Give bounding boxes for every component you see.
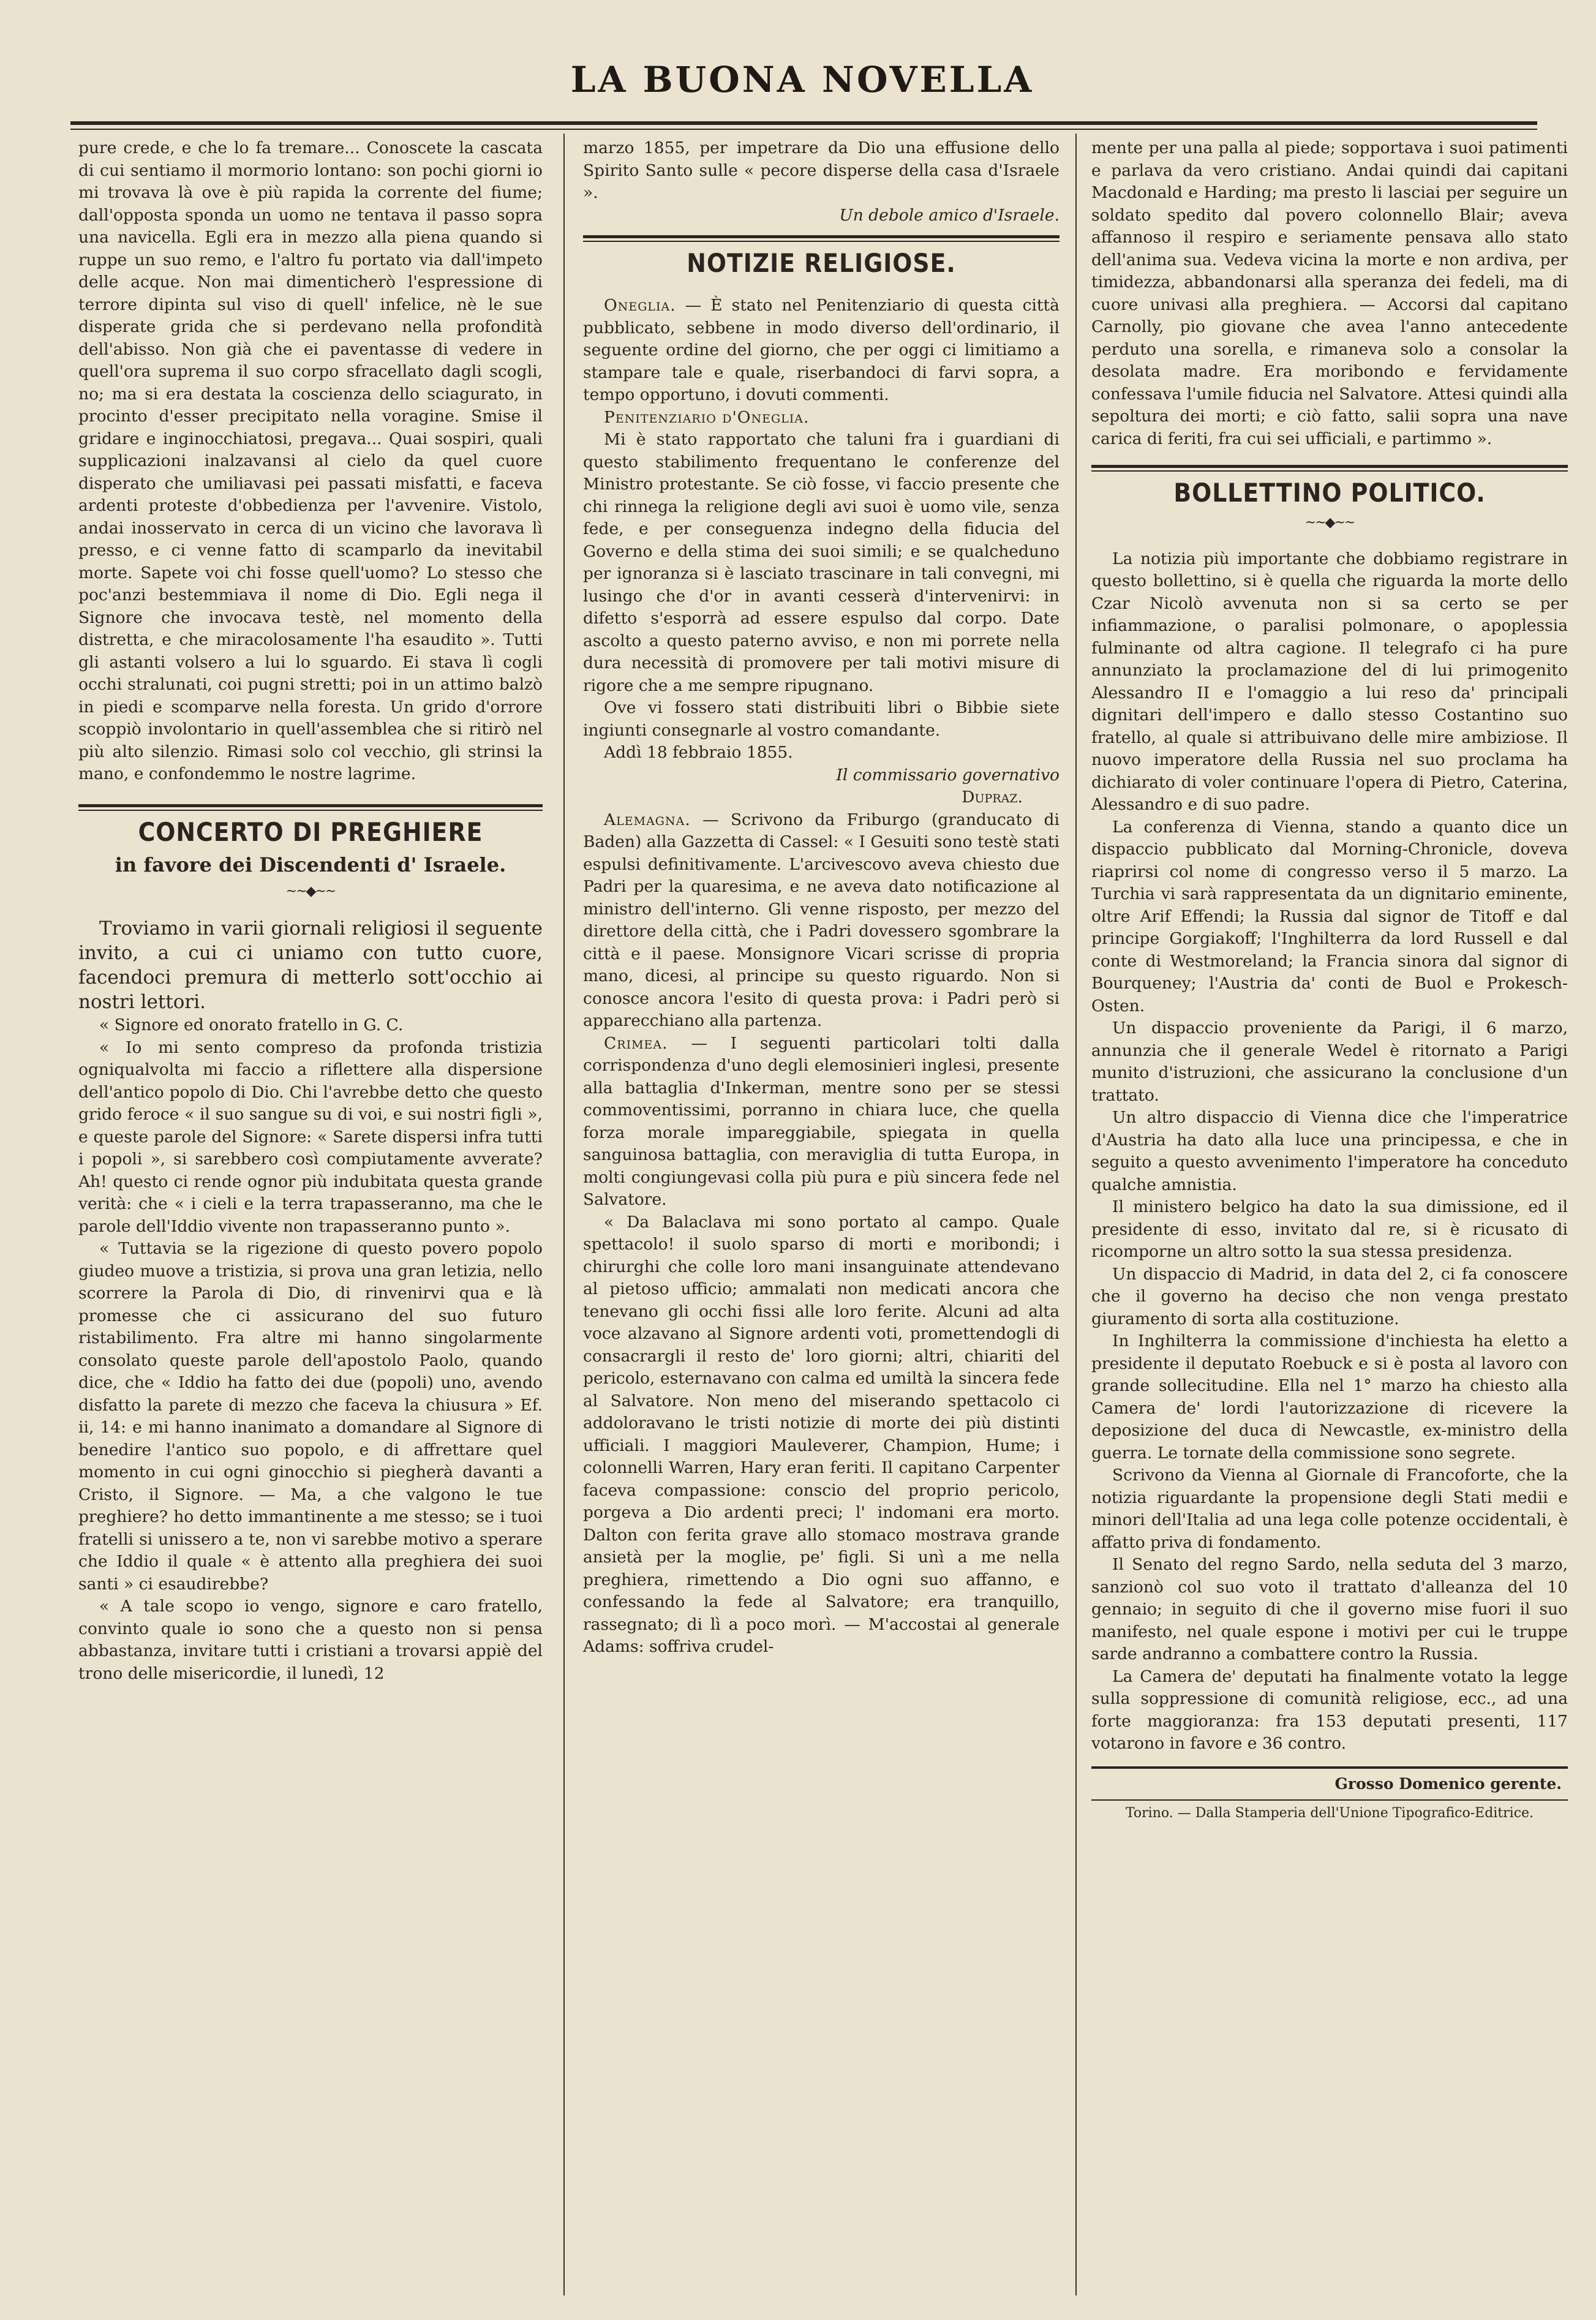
paragraph: La conferenza di Vienna, stando a quanto dice un dispaccio pubblicato dal Morning-Chronicle, doveva riaprirsi col nome di congresso verso il 5 marzo. La Turchia vi sarà rappresentata da un dignitario eminente, oltre Arif Effendi; la Russia dal signor de Titoff e dal principe Gorgiakoff; l'Inghilterra da lord Russell e dal conte di Westmoreland; la Francia sinora dal signor di Bourqueney; l'Austria da' conti de Buol e Prokesch-Osten. [1091, 817, 1568, 1015]
paragraph: « Tuttavia se la rigezione di questo povero popolo giudeo muove a tristizia, si prova una gran letizia, nello scorrere la Parola di Dio, di rinvenirvi qua e là promesse che ci assicurano del suo futuro ristabilimento. Fra altre mi hanno singolarmente consolato queste parole dell'apostolo Paolo, quando dice, che « Iddio ha fatto dei due (popoli) uno, avendo disfatto la parete di mezzo che faceva la chiusura » Ef. ii, 14: e mi hanno inanimato a domandare al Signore di benedire l'antico suo popolo, e di affrettare quel momento in cui ogni ginocchio si piegherà davanti a Cristo, il Signore. — Ma, a che valgono le tue preghiere? ho detto immantinente a me stesso; se i tuoi fratelli si unissero a te, non vi sarebbe motivo a sperare che Iddio il quale « è attento alla preghiera dei suoi santi » ci esaudirebbe? [78, 1239, 543, 1594]
section-title-concerto: CONCERTO DI PREGHIERE [138, 816, 483, 847]
section-title-bollettino: BOLLETTINO POLITICO. [1173, 478, 1486, 508]
paragraph: Il ministero belgico ha dato la sua dimissione, ed il presidente di esso, invitato dal re, si è ricusato di ricomporne un altro sotto la sua stessa presidenza. [1091, 1197, 1568, 1261]
paragraph: Ove vi fossero stati distribuiti libri o Bibbie siete ingiunti consegnarle al vostro comandante. [583, 698, 1060, 740]
section-subtitle-concerto: in favore dei Discendenti d' Israele. [115, 853, 506, 876]
paragraph: Scrivono da Vienna al Giornale di Francoforte, che la notizia riguardante la propensione degli Stati medii e minori dell'Italia ad una lega colle potenze occidentali, è affatto priva di fondamento. [1091, 1466, 1568, 1552]
signature: Il commissario governativo [836, 765, 1060, 785]
printer-credit: Torino. — Dalla Stamperia dell'Unione Tipografico-Editrice. [1091, 1799, 1568, 1823]
paragraph: Mi è stato rapportato che taluni fra i guardiani di questo stabilimento frequentano le conferenze del Ministro protestante. Se ciò fosse, vi faccio presente che chi rinnega la religione degli avi suoi è uomo vile, senza fede, e per conseguenza indegno della fiducia del Governo e della stima dei suoi simili; e se qualcheduno per ignoranza si è lasciato trascinare in tali convegni, mi lusingo che d'or in avanti cesserà d'intervenirvi: in difetto s'esporrà ad essere espulso dal corpo. Date ascolto a questo paterno avviso, e non mi porrete nella dura necessità di promovere per tali motivi misure di rigore che a me sempre ripugnano. [583, 430, 1060, 695]
footer-rule [1091, 1766, 1568, 1769]
story-continuation: pure crede, e che lo fa tremare... Conoscete la cascata di cui sentiamo il mormorio lontano: son pochi giorni io mi trovava là ove è più rapida la corrente del fiume; dall'opposta sponda un uomo ne tentava il passo sopra una navicella. Egli era in mezzo alla piena quando si ruppe un suo remo, e l'altro fu portato via dall'impeto delle acque. Non mai dimenticherò l'espressione di terrore dipinta sul viso di quell' infelice, nè le sue disperate grida che si perdevano nella profondità dell'abisso. Non già che ei paventasse di vedere in quell'ora suprema il suo corpo sfracellato dagli scogli, no; ma si era destata la coscienza dello sciagurato, in procinto d'esser precipitato nella voragine. Smise il gridare e inginocchiatosi, pregava... Quai sospiri, quali supplicazioni inalzavansi al cielo da quel cuore disperato che umiliavasi pei passati misfatti, e faceva ardenti proteste d'obbedienza per l'avvenire. Vistolo, andai inosservato in cerca di un vicino che lavorava lì presso, e ci venne fatto di scamparlo da inevitabil morte. Sapete voi chi fosse quell'uomo? Lo stesso che poc'anzi bestemmiava il nome di Dio. Egli nega il Signore che invocava testè, nel momento della distretta, e che miracolosamente l'ha esaudito ». Tutti gli astanti volsero a lui lo sguardo. Ei stava lì cogli occhi stralunati, coi pugni stretti; poi in un attimo balzò in piedi e scomparve nella foresta. Un grido d'orrore scoppiò involontario in quell'assemblea che si ritirò nel più alto silenzio. Rimasi solo col vecchio, gli strinsi la mano, e confondemmo le nostre lagrime. [78, 138, 543, 783]
column-2 [583, 137, 1060, 1659]
dateline: Oneglia. [604, 296, 676, 315]
paragraph: « Da Balaclava mi sono portato al campo. Quale spettacolo! il suolo sparso di morti e moribondi; i chirurghi che colle loro mani insanguinate attendevano al pietoso ufficio; ammalati non medicati ancora che tenevano gli occhi fissi alle loro ferite. Alcuni ad alta voce alzavano al Signore ardenti voti, promettendogli di consacrargli il resto de' loro giorni; altri, chiariti del pericolo, esternavano con calma ed umiltà la sincera fede al Salvatore. Non meno del miserando spettacolo ci addoloravano le tristi notizie di morte dei più distinti ufficiali. I maggiori Mauleverer, Champion, Hume; i colonnelli Warren, Hary eran feriti. Il capitano Carpenter faceva compassione: conscio del proprio pericolo, porgeva a Dio ardenti preci; l' indomani era morto. Dalton con ferita grave allo stomaco mostrava grande ansietà per la moglie, pe' figli. Si unì a me nella preghiera, rimettendo a Dio ogni suo affanno, e confessando la fede al Salvatore; era tranquillo, rassegnato; di lì a poco morì. — M'accostai al generale Adams: soffriva crudel- [583, 1212, 1060, 1656]
paragraph: marzo 1855, per impetrare da Dio una effusione dello Spirito Santo sulle « pecore disperse della casa d'Israele ». [583, 138, 1060, 202]
column-3 [1091, 137, 1568, 1823]
dateline: Crimea. [604, 1033, 668, 1053]
paragraph: Il Senato del regno Sardo, nella seduta del 3 marzo, sanzionò col suo voto il trattato d'alleanza del 10 gennaio; in seguito di che il governo mise fuori il suo manifesto, nel quale espone i motivi per cui le truppe sarde andranno a combattere contro la Russia. [1091, 1555, 1568, 1663]
paragraph: Un altro dispaccio di Vienna dice che l'imperatrice d'Austria ha dato alla luce una principessa, e che in seguito a questo avvenimento l'imperatore ha conceduto qualche amnistia. [1091, 1108, 1568, 1194]
paragraph: Un dispaccio di Madrid, in data del 2, ci fa conoscere che il governo ha deciso che non venga prestato giuramento di sorta alla costituzione. [1091, 1264, 1568, 1328]
dateline: Alemagna. [604, 810, 691, 829]
section-rule [1091, 465, 1568, 468]
paragraph: « Io mi sento compreso da profonda tristizia ogniqualvolta mi faccio a riflettere alla dispersione dell'antico popolo di Dio. Chi l'avrebbe detto che questo grido feroce « il suo sangue su di voi, e sui nostri figli », e queste parole del Signore: « Sarete dispersi infra tutti i popoli », si sarebbero così compiutamente avverate? Ah! questo ci rende ognor più indubitata questa grande verità: che « i cieli e la terra trapasseranno, ma che le parole dell'Iddio vivente non trapasseranno punto ». [78, 1038, 543, 1236]
news-text: — Scrivono da Friburgo (granducato di Baden) alla Gazzetta di Cassel: « I Gesuiti sono testè stati espulsi definitivamente. L'arcivescovo aveva chiesto due Padri per la quaresima, e ne aveva dato notificazione al ministro dell'interno. Gli venne risposto, per mezzo del direttore della città, che i Padri dovessero sgombrare la città e il paese. Monsignore Vicari scrisse di propria mano, dicesi, al principe su questo riguardo. Non si conosce ancora l'esito di questa prova: i Padri però si apparecchiano alla partenza. [583, 810, 1060, 1030]
news-text: — È stato nel Penitenziario di questa città pubblicato, sebbene in modo diverso dell'ordinario, il seguente ordine del giorno, che per oggi ci limitiamo a stampare tale e quale, riserbandoci di farvi sopra, a tempo opportuno, i dovuti commenti. [583, 296, 1060, 404]
paragraph: Un dispaccio proveniente da Parigi, il 6 marzo, annunzia che il generale Wedel è ritornato a Parigi munito d'istruzioni, che assicurano la conclusione d'un trattato. [1091, 1019, 1568, 1105]
ornament-flourish: ~~◆~~ [285, 883, 336, 899]
section-rule [78, 804, 543, 807]
news-item-crimea [583, 1033, 1060, 1211]
column-divider-2 [1075, 134, 1077, 2296]
column-1 [78, 137, 543, 1685]
ornament-flourish: ~~◆~~ [1304, 515, 1355, 530]
paragraph: La Camera de' deputati ha finalmente votato la legge sulla soppressione di comunità religiose, ecc., ad una forte maggioranza: fra 153 deputati presenti, 117 votarono in favore e 36 contro. [1091, 1667, 1568, 1753]
section-rule [583, 235, 1060, 238]
section-title-notizie: NOTIZIE RELIGIOSE. [687, 248, 956, 278]
header-rule-thin [70, 129, 1537, 130]
editor-credit: Grosso Domenico gerente. [1334, 1774, 1562, 1793]
news-text: — I seguenti particolari tolti dalla corrispondenza d'uno degli elemosinieri inglesi, presente alla battaglia d'Inkerman, mentre sono per se stessi commoventissimi, porranno in chiara luce, che quella forza morale impareggiabile, spiegata in quella sanguinosa battaglia, con meraviglia di tutta Europa, in molti congiungevasi colla più pura e più sincera fede nel Salvatore. [583, 1033, 1060, 1209]
column-divider-1 [563, 134, 565, 2296]
section-rule-thin [1091, 470, 1568, 472]
paragraph: « A tale scopo io vengo, signore e caro fratello, convinto quale io sono che a questo non si pensa abbastanza, invitare tutti i cristiani a trovarsi appiè del trono delle misericordie, il lunedì, 12 [78, 1597, 543, 1683]
date-line: Addì 18 febbraio 1855. [604, 743, 793, 762]
signature: Un debole amico d'Israele. [839, 205, 1060, 225]
paragraph: Troviamo in varii giornali religiosi il seguente invito, a cui ci uniamo con tutto cuore, facendoci premura di metterlo sott'occhio ai nostri lettori. [78, 917, 543, 1013]
news-item-alemagna [583, 809, 1060, 1033]
signature-name: Dupraz. [962, 788, 1023, 807]
paragraph: La notizia più importante che dobbiamo registrare in questo bollettino, si è quella che riguarda la morte dello Czar Nicolò avvenuta non si sa certo se per infiammazione, o paralisi polmonare, o apoplessia fulminante od altra cagione. Il telegrafo ci ha pure annunziato la proclamazione del di lui primogenito Alessandro II e l'omaggio a lui reso da' principali dignitari dell'impero e dallo stesso Costantino suo fratello, al quale si attribuivano delle mire ambiziose. Il nuovo imperatore della Russia nel suo proclama ha dichiarato di voler continuare l'opera di Pietro, Caterina, Alessandro e di suo padre. [1091, 549, 1568, 814]
section-rule-thin [583, 241, 1060, 242]
paragraph: « Signore ed onorato fratello in G. C. [99, 1015, 404, 1034]
subheading: Penitenziario d'Oneglia. [604, 407, 810, 427]
masthead: LA BUONA NOVELLA [570, 59, 1034, 100]
news-item-oneglia [583, 295, 1060, 407]
paragraph: mente per una palla al piede; sopportava i suoi patimenti e parlava da vero cristiano. Andai quindi dai capitani Macdonald e Harding; ma presto li lasciai per seguire un soldato spedito dal povero colonnello Blair; aveva affannoso il respiro e seriamente pensava allo stato dell'anima sua. Vedeva vicina la morte e non ardiva, per timidezza, abbandonarsi alla speranza dei fedeli, ma di cuore univasi alla preghiera. — Accorsi dal capitano Carnolly, pio giovane che avea l'anno antecedente perduto una sorella, e rimaneva solo a consolar la desolata madre. Era moribondo e fervidamente confessava l'umile fiducia nel Salvatore. Attesi quindi alla sepoltura dei morti; e ciò fatto, salii sopra una nave carica di feriti, fra cui sei ufficiali, e partimmo ». [1091, 138, 1568, 448]
paragraph: In Inghilterra la commissione d'inchiesta ha eletto a presidente il deputato Roebuck e si è posta al lavoro con grande sollecitudine. Ella nel 1° marzo ha chiesto alla Camera de' lordi l'autorizzazione di ricevere la deposizione del duca di Newcastle, ex-ministro della guerra. Le tornate della commissione sono segrete. [1091, 1331, 1568, 1463]
header-rule [70, 121, 1537, 125]
section-rule-thin [78, 810, 543, 811]
